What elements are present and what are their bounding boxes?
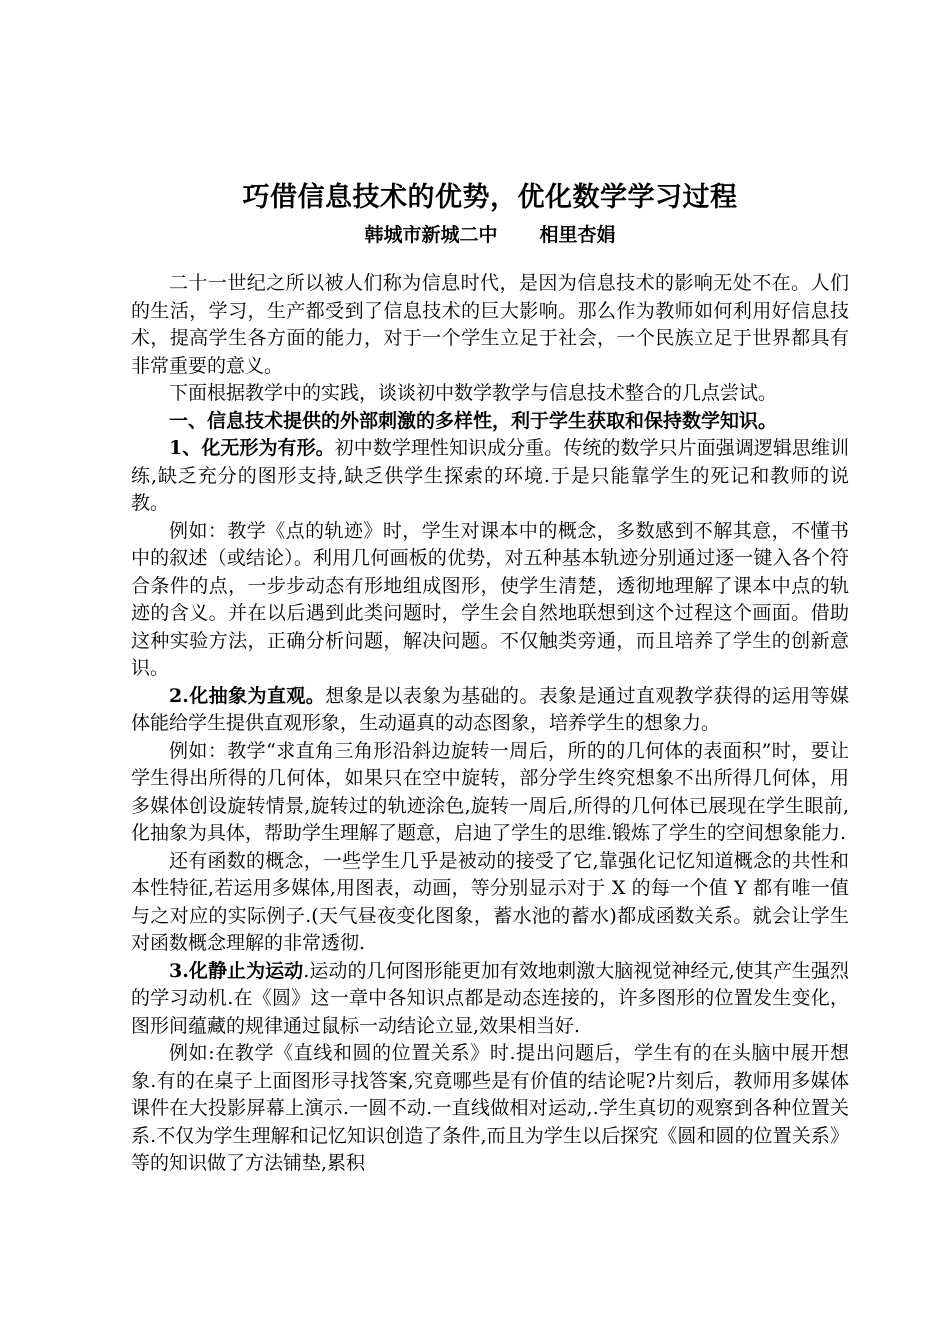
author-name: 相里杏娟 (539, 224, 616, 246)
item2-paragraph (131, 683, 849, 738)
item2-example: 例如：教学“求直角三角形沿斜边旋转一周后，所的的几何体的表面积”时，要让学生得出所得的几何体，如果只在空中旋转，部分学生终究想象不出所得几何体，用多媒体创设旋转情景,旋转过的轨迹涂色,旋转一周后,所得的几何体已展现在学生眼前,化抽象为具体，帮助学生理解了题意，启迪了学生的思维.锻炼了学生的空间想象能力. (131, 739, 849, 844)
intro-paragraph-1: 二十一世纪之所以被人们称为信息时代，是因为信息技术的影响无处不在。人们的生活，学习，生产都受到了信息技术的巨大影响。那么作为教师如何利用好信息技术，提高学生各方面的能力，对于一个学生立足于社会，一个民族立足于世界都具有非常重要的意义。 (131, 272, 849, 377)
item3-example: 例如:在教学《直线和圆的位置关系》时.提出问题后，学生有的在头脑中展开想象.有的在桌子上面图形寻找答案,究竟哪些是有价值的结论呢?片刻后，教师用多媒体课件在大投影屏幕上演示.一圆不动.一直线做相对运动,.学生真切的观察到各种位置关系.不仅为学生理解和记忆知识创造了条件,而且为学生以后探究《圆和圆的位置关系》等的知识做了方法铺垫,累积 (131, 1042, 849, 1174)
item2-text: 想象是以表象为基础的。表象是通过直观教学获得的运用等媒体能给学生提供直观形象，生动逼真的动态图象，培养学生的想象力。 (131, 684, 849, 734)
item3-lead: 3.化静止为运动 (169, 959, 304, 982)
document-page (131, 178, 849, 1178)
page-title: 巧借信息技术的优势，优化数学学习过程 (242, 182, 738, 213)
item1-paragraph (131, 435, 849, 518)
item3-paragraph (131, 958, 849, 1041)
item3-text: .运动的几何图形能更加有效地刺激大脑视觉神经元,使其产生强烈的学习动机.在《圆》这一章中各知识点都是动态连接的，许多图形的位置发生变化，图形间蕴藏的规律通过鼠标一动结论立显,效果相当好. (131, 959, 849, 1037)
author-byline (131, 220, 849, 250)
item1-text: 初中数学理性知识成分重。传统的数学只片面强调逻辑思维训练,缺乏充分的图形支持,缺乏供学生探索的环境.于是只能靠学生的死记和教师的说教。 (131, 437, 849, 514)
section-heading-1: 一、信息技术提供的外部刺激的多样性，利于学生获取和保持数学知识。 (169, 409, 778, 432)
item1-example: 例如：教学《点的轨迹》时，学生对课本中的概念，多数感到不解其意，不懂书中的叙述（或结论）。利用几何画板的优势，对五种基本轨迹分别通过逐一键入各个符合条件的点，一步步动态有形地组成图形，使学生清楚，透彻地理解了课本中点的轨迹的含义。并在以后遇到此类问题时，学生会自然地联想到这个过程这个画面。借助这种实验方法，正确分析问题，解决问题。不仅触类旁通，而且培养了学生的创新意识。 (131, 519, 849, 679)
item2-lead: 2.化抽象为直观。 (169, 684, 326, 707)
item2-extra: 还有函数的概念，一些学生几乎是被动的接受了它,靠强化记忆知道概念的共性和本性特征,若运用多媒体,用图表，动画，等分别显示对于 X 的每一个值 Y 都有唯一值与之对应的实际例子.(天气昼夜变化图象，蓄水池的蓄水)都成函数关系。就会让学生对函数概念理解的非常透彻. (131, 849, 849, 954)
author-school: 韩城市新城二中 (364, 224, 498, 246)
intro-paragraph-2: 下面根据教学中的实践，谈谈初中数学教学与信息技术整合的几点尝试。 (169, 382, 778, 404)
item1-lead: 1、化无形为有形。 (169, 437, 335, 459)
